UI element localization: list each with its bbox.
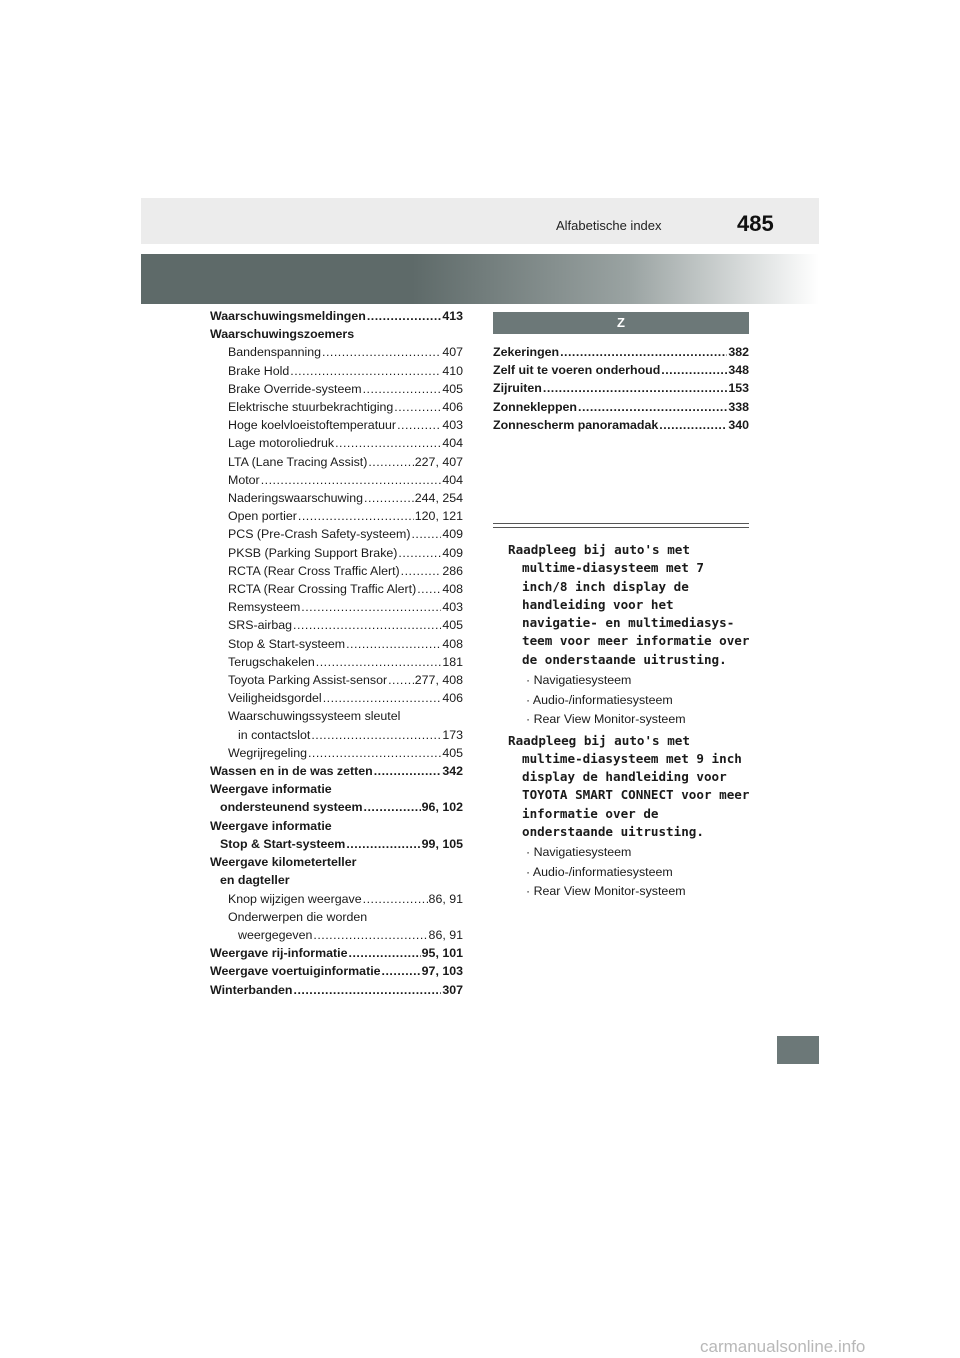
index-subentry: Naderingswaarschuwing ..... 244, 254 xyxy=(210,489,463,507)
index-column-left xyxy=(210,307,463,999)
note-list-9-inch xyxy=(526,843,753,902)
index-entry: Zekeringen ..... 382 xyxy=(493,343,749,361)
index-subentry: Lage motoroliedruk ..... 404 xyxy=(210,434,463,452)
note-list-item: · Audio-/informatiesysteem xyxy=(526,863,753,883)
index-subentry: RCTA (Rear Crossing Traffic Alert) ..... 408 xyxy=(210,580,463,598)
index-entry: Wassen en in de was zetten ..... 342 xyxy=(210,762,463,780)
index-entry: Stop & Start-systeem ..... 99, 105 xyxy=(210,835,463,853)
note-list-item: · Rear View Monitor-systeem xyxy=(526,882,753,902)
double-rule-divider xyxy=(493,523,749,528)
index-subentry-heading: Waarschuwingssysteem sleutel xyxy=(228,709,401,724)
note-list-item: · Rear View Monitor-systeem xyxy=(526,710,753,730)
index-entry: Winterbanden ..... 307 xyxy=(210,981,463,999)
index-subentry: Brake Override-systeem ..... 405 xyxy=(210,380,463,398)
index-subentry: Open portier ..... 120, 121 xyxy=(210,507,463,525)
index-entry-heading: en dagteller xyxy=(220,873,290,888)
index-subentry: in contactslot ..... 173 xyxy=(210,726,463,744)
index-entry: Zelf uit te voeren onderhoud ..... 348 xyxy=(493,361,749,379)
index-subentry: Stop & Start-systeem ..... 408 xyxy=(210,635,463,653)
multimedia-note xyxy=(508,541,753,904)
index-subentry: RCTA (Rear Cross Traffic Alert) ..... 286 xyxy=(210,562,463,580)
index-entry: Zijruiten ..... 153 xyxy=(493,379,749,397)
index-subentry-heading: Onderwerpen die worden xyxy=(228,909,368,924)
note-list-item: · Audio-/informatiesysteem xyxy=(526,691,753,711)
index-subentry: Elektrische stuurbekrachtiging ..... 406 xyxy=(210,398,463,416)
index-subentry: Terugschakelen ..... 181 xyxy=(210,653,463,671)
index-entry: Weergave rij-informatie ..... 95, 101 xyxy=(210,944,463,962)
index-subentry: Knop wijzigen weergave ..... 86, 91 xyxy=(210,890,463,908)
index-column-right xyxy=(493,343,749,434)
index-entry: Waarschuwingsmeldingen ..... 413 xyxy=(210,307,463,325)
index-subentry: Toyota Parking Assist-sensor ..... 277, 408 xyxy=(210,671,463,689)
index-entry: Zonnekleppen ..... 338 xyxy=(493,398,749,416)
letter-heading-z: Z xyxy=(493,312,749,334)
index-subentry: LTA (Lane Tracing Assist) ..... 227, 407 xyxy=(210,453,463,471)
header-band xyxy=(141,198,819,244)
index-entry-heading: Weergave kilometerteller xyxy=(210,855,357,870)
index-subentry: PCS (Pre-Crash Safety-systeem) ..... 409 xyxy=(210,525,463,543)
index-subentry: Brake Hold ..... 410 xyxy=(210,362,463,380)
index-entry: Weergave voertuiginformatie ..... 97, 103 xyxy=(210,962,463,980)
index-entry-heading: Weergave informatie xyxy=(210,818,332,833)
page-number: 485 xyxy=(737,211,774,236)
index-entry: ondersteunend systeem ..... 96, 102 xyxy=(210,798,463,816)
index-subentry: Motor ..... 404 xyxy=(210,471,463,489)
index-subentry: Remsysteem ..... 403 xyxy=(210,598,463,616)
index-subentry: Bandenspanning ..... 407 xyxy=(210,343,463,361)
decorative-gradient-bar xyxy=(141,254,819,304)
index-subentry: Hoge koelvloeistoftemperatuur ..... 403 xyxy=(210,416,463,434)
index-entry-heading: Weergave informatie xyxy=(210,782,332,797)
section-title: Alfabetische index xyxy=(556,218,662,233)
note-list-item: · Navigatiesysteem xyxy=(526,843,753,863)
chapter-side-tab xyxy=(777,1036,819,1064)
index-entry: Zonnescherm panoramadak ..... 340 xyxy=(493,416,749,434)
index-subentry: Veiligheidsgordel ..... 406 xyxy=(210,689,463,707)
index-subentry: PKSB (Parking Support Brake) ..... 409 xyxy=(210,544,463,562)
index-subentry: Wegrijregeling ..... 405 xyxy=(210,744,463,762)
note-list-item: · Navigatiesysteem xyxy=(526,671,753,691)
note-heading-7-8-inch: Raadpleeg bij auto's met multime-diasysteem met 7 inch/8 inch display de handleiding voor het navigatie- en multimediasys-teem voor meer informatie over de onderstaande uitrusting. xyxy=(508,542,750,667)
index-subentry: weergegeven ..... 86, 91 xyxy=(210,926,463,944)
watermark: carmanualsonline.info xyxy=(700,1337,866,1356)
note-heading-9-inch: Raadpleeg bij auto's met multime-diasysteem met 9 inch display de handleiding voor TOYOTA SMART CONNECT voor meer informatie over de onderstaande uitrusting. xyxy=(508,732,750,840)
index-entry-heading: Waarschuwingszoemers xyxy=(210,327,355,342)
note-list-7-8-inch xyxy=(526,671,753,730)
index-subentry: SRS-airbag ..... 405 xyxy=(210,616,463,634)
